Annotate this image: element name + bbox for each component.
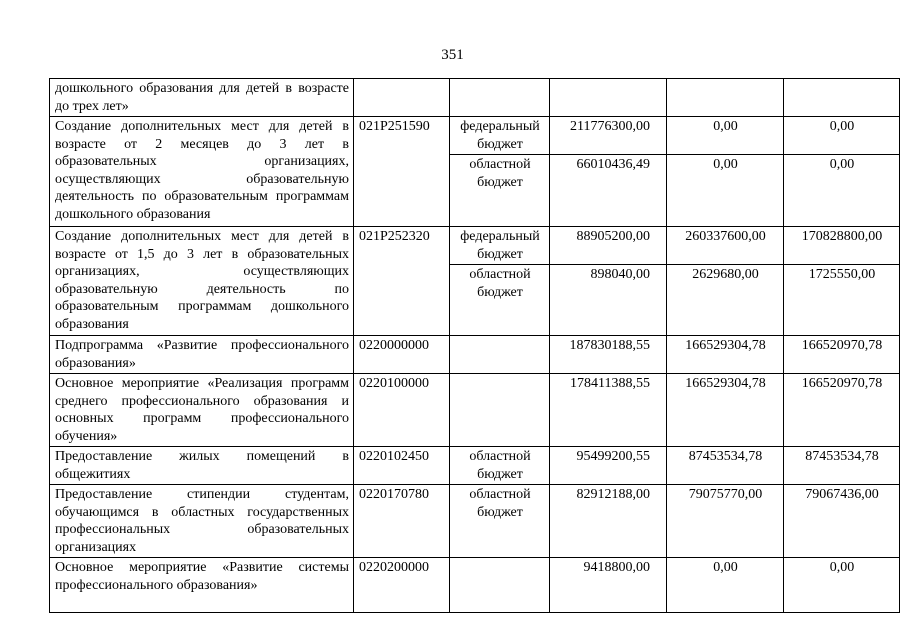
row-source: областной бюджет [450, 447, 550, 485]
table-row [50, 79, 900, 117]
row-value-2: 0,00 [667, 117, 784, 155]
row-value-3: 1725550,00 [784, 265, 900, 336]
row-description: Основное мероприятие «Развитие системы профессионального образования» [50, 558, 354, 613]
table-row [50, 227, 900, 265]
row-source [450, 374, 550, 447]
row-code: 0220100000 [354, 374, 450, 447]
row-value-1: 66010436,49 [550, 155, 667, 227]
row-value-2 [667, 79, 784, 117]
table-row [50, 374, 900, 447]
row-value-2: 87453534,78 [667, 447, 784, 485]
budget-table [49, 78, 900, 613]
row-value-1: 9418800,00 [550, 558, 667, 613]
row-description: Создание дополнительных мест для детей в возрасте от 1,5 до 3 лет в образовательных организациях, осуществляющих образовательную деятельность по образовательным программам дошкольного образования [50, 227, 354, 336]
row-description: Основное мероприятие «Реализация программ среднего профессионального образования и основных программ профессионального обучения» [50, 374, 354, 447]
row-value-2: 0,00 [667, 155, 784, 227]
row-value-2: 2629680,00 [667, 265, 784, 336]
row-value-1: 88905200,00 [550, 227, 667, 265]
row-description: Создание дополнительных мест для детей в возрасте от 2 месяцев до 3 лет в образовательных организациях, осуществляющих образовательную деятельность по образовательным программам дошкольного образования [50, 117, 354, 227]
row-code [354, 79, 450, 117]
table-row [50, 447, 900, 485]
row-source [450, 336, 550, 374]
row-value-2: 166529304,78 [667, 336, 784, 374]
row-value-3: 0,00 [784, 558, 900, 613]
row-code: 0220102450 [354, 447, 450, 485]
row-value-1: 898040,00 [550, 265, 667, 336]
row-description: Подпрограмма «Развитие профессионального образования» [50, 336, 354, 374]
row-description: Предоставление жилых помещений в общежитиях [50, 447, 354, 485]
row-value-3 [784, 79, 900, 117]
row-code: 0220000000 [354, 336, 450, 374]
row-code: 0220200000 [354, 558, 450, 613]
row-value-2: 260337600,00 [667, 227, 784, 265]
row-source [450, 558, 550, 613]
row-code: 0220170780 [354, 485, 450, 558]
row-value-3: 166520970,78 [784, 374, 900, 447]
row-value-3: 0,00 [784, 155, 900, 227]
row-value-2: 0,00 [667, 558, 784, 613]
row-value-1: 95499200,55 [550, 447, 667, 485]
row-value-1: 178411388,55 [550, 374, 667, 447]
row-value-3: 87453534,78 [784, 447, 900, 485]
row-value-1: 211776300,00 [550, 117, 667, 155]
table-row [50, 117, 900, 155]
row-description: Предоставление стипендии студентам, обучающимся в областных государственных профессиональных образовательных организациях [50, 485, 354, 558]
row-source: федеральный бюджет [450, 117, 550, 155]
row-value-2: 166529304,78 [667, 374, 784, 447]
row-code: 021P252320 [354, 227, 450, 336]
row-source [450, 79, 550, 117]
page-number: 351 [441, 47, 464, 63]
row-description: дошкольного образования для детей в возрасте до трех лет» [50, 79, 354, 117]
row-value-3: 0,00 [784, 117, 900, 155]
table-row [50, 558, 900, 613]
row-source: федеральный бюджет [450, 227, 550, 265]
row-source: областной бюджет [450, 485, 550, 558]
row-source: областной бюджет [450, 265, 550, 336]
row-source: областной бюджет [450, 155, 550, 227]
row-value-2: 79075770,00 [667, 485, 784, 558]
table-row [50, 336, 900, 374]
row-value-3: 170828800,00 [784, 227, 900, 265]
row-value-1 [550, 79, 667, 117]
row-code: 021P251590 [354, 117, 450, 227]
row-value-1: 187830188,55 [550, 336, 667, 374]
table-row [50, 485, 900, 558]
row-value-1: 82912188,00 [550, 485, 667, 558]
row-value-3: 79067436,00 [784, 485, 900, 558]
row-value-3: 166520970,78 [784, 336, 900, 374]
